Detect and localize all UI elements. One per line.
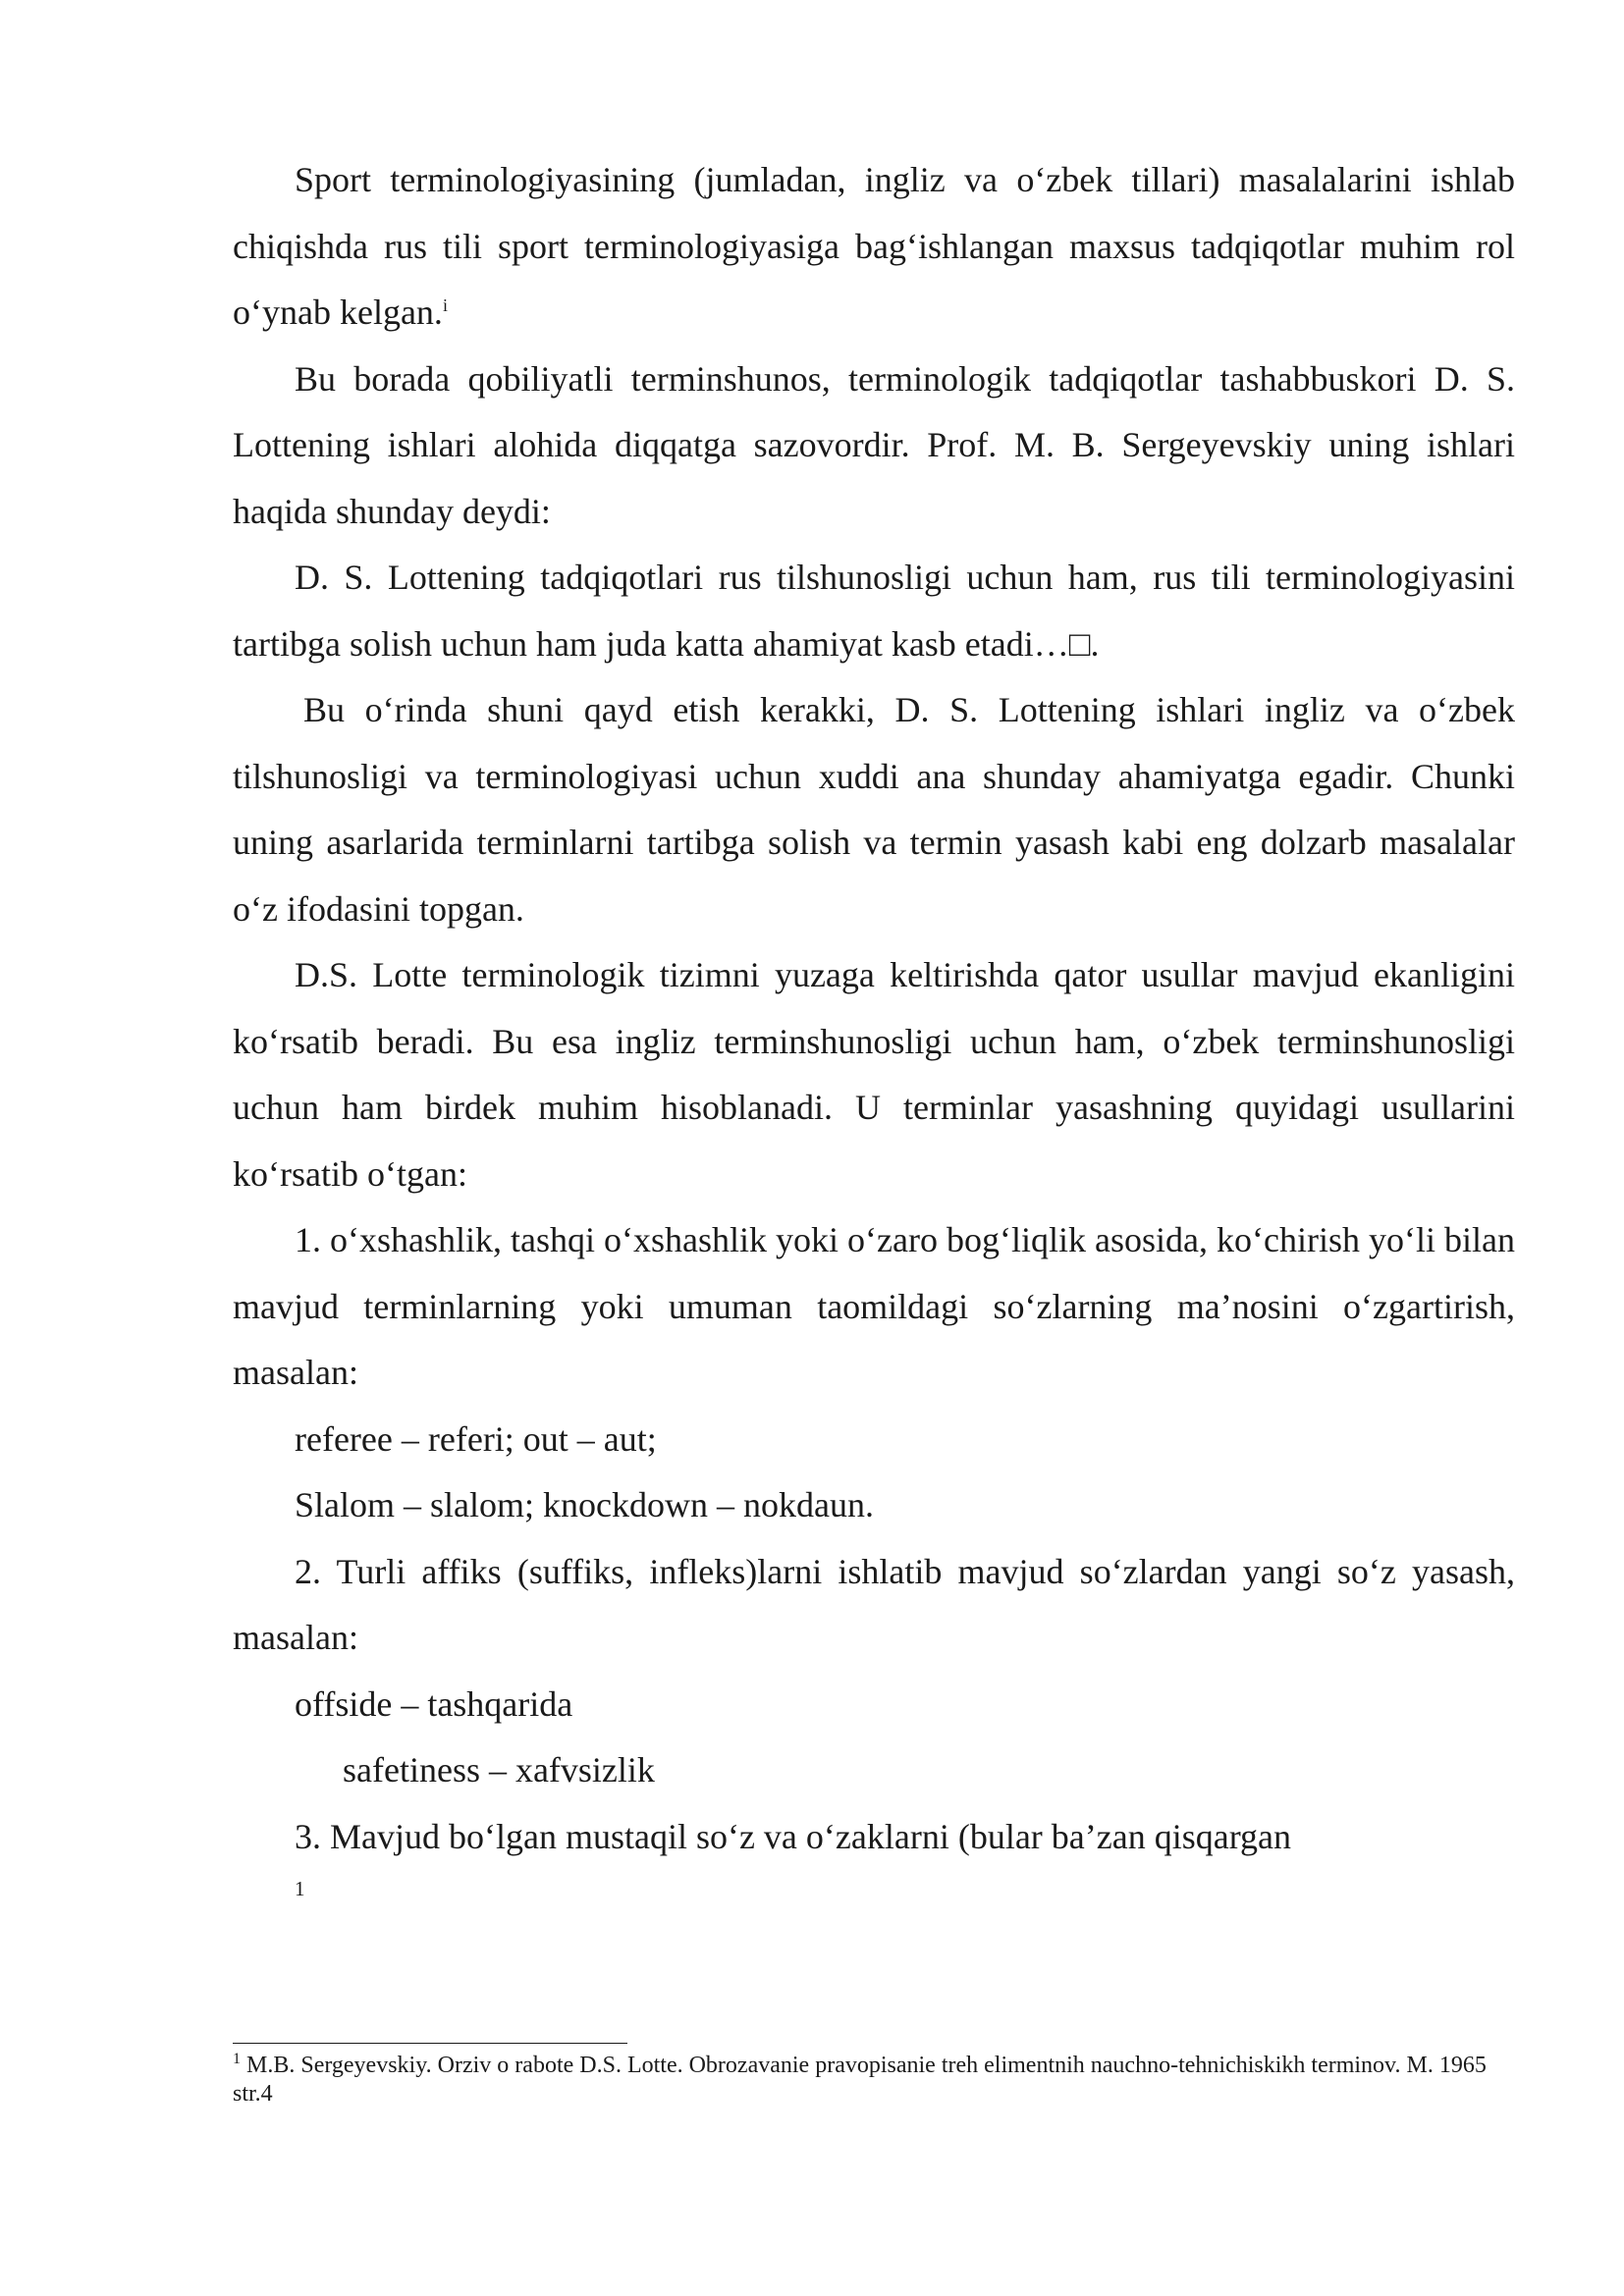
paragraph-7-list-item-2: 2. Turli affiks (suffiks, infleks)larni ishlatib mavjud so‘zlardan yangi so‘z yasash, masalan:	[233, 1551, 1515, 1657]
example-line-2: Slalom – slalom; knockdown – nokdaun.	[295, 1485, 874, 1524]
paragraph-2: Bu borada qobiliyatli terminshunos, terminologik tadqiqotlar tashabbuskori D. S. Lottening ishlari alohida diqqatga sazovordir. Prof. M. B. Sergeyevskiy uning ishlari haqida shunday deydi:	[233, 358, 1515, 531]
footnote-text: M.B. Sergeyevskiy. Orziv o rabote D.S. Lotte. Obrozavanie pravopisanie treh elimentnih nauchno-tehnichiskikh terminov. M. 1965 str.4	[233, 2053, 1487, 2107]
paragraph-4: Bu o‘rinda shuni qayd etish kerakki, D. S. Lottening ishlari ingliz va o‘zbek tilshunosligi va terminologiyasi uchun xuddi ana shunday ahamiyatga egadir. Chunki uning asarlarida terminlarni tartibga solish va termin yasash kabi eng dolzarb masalalar o‘z ifodasini topgan.	[233, 690, 1515, 929]
paragraph-1-text: Sport terminologiyasining (jumladan, ingliz va o‘zbek tillari) masalalarini ishlab chiqishda rus tili sport terminologiyasiga bag‘ishlangan maxsus tadqiqotlar muhim rol o‘ynab kelgan.	[233, 160, 1515, 332]
body-text	[233, 147, 1515, 1870]
footnote-reference: i	[442, 295, 448, 315]
paragraph-1	[233, 147, 1515, 347]
example-line-1: referee – referi; out – aut;	[295, 1418, 657, 1459]
paragraph-6-list-item-1: 1. o‘xshashlik, tashqi o‘xshashlik yoki o‘zaro bog‘liqlik asosida, ko‘chirish yo‘li bilan mavjud terminlarning yoki umuman taomildagi so‘zlarning ma’nosini o‘zgartirish, masalan:	[233, 1220, 1515, 1392]
paragraph-3-quote: D. S. Lottening tadqiqotlari rus tilshunosligi uchun ham, rus tili terminologiyasini tartibga solish uchun ham juda katta ahamiyat kasb etadi…□.	[233, 558, 1515, 664]
stray-footnote-mark: 1	[295, 1877, 305, 1900]
example-line-3: offside – tashqarida	[295, 1683, 573, 1724]
example-line-4: safetiness – xafvsizlik	[343, 1750, 655, 1789]
footnote-separator	[233, 2043, 627, 2044]
paragraph-8-list-item-3: 3. Mavjud bo‘lgan mustaqil so‘z va o‘zaklarni (bular ba’zan qisqargan	[295, 1816, 1292, 1856]
footnote-number: 1	[233, 2051, 241, 2067]
footnote	[233, 2052, 1515, 2109]
paragraph-5: D.S. Lotte terminologik tizimni yuzaga keltirishda qator usullar mavjud ekanligini ko‘rsatib beradi. Bu esa ingliz terminshunosligi uchun ham, o‘zbek terminshunosligi uchun ham birdek muhim hisoblanadi. U terminlar yasashning quyidagi usullarini ko‘rsatib o‘tgan:	[233, 955, 1515, 1194]
